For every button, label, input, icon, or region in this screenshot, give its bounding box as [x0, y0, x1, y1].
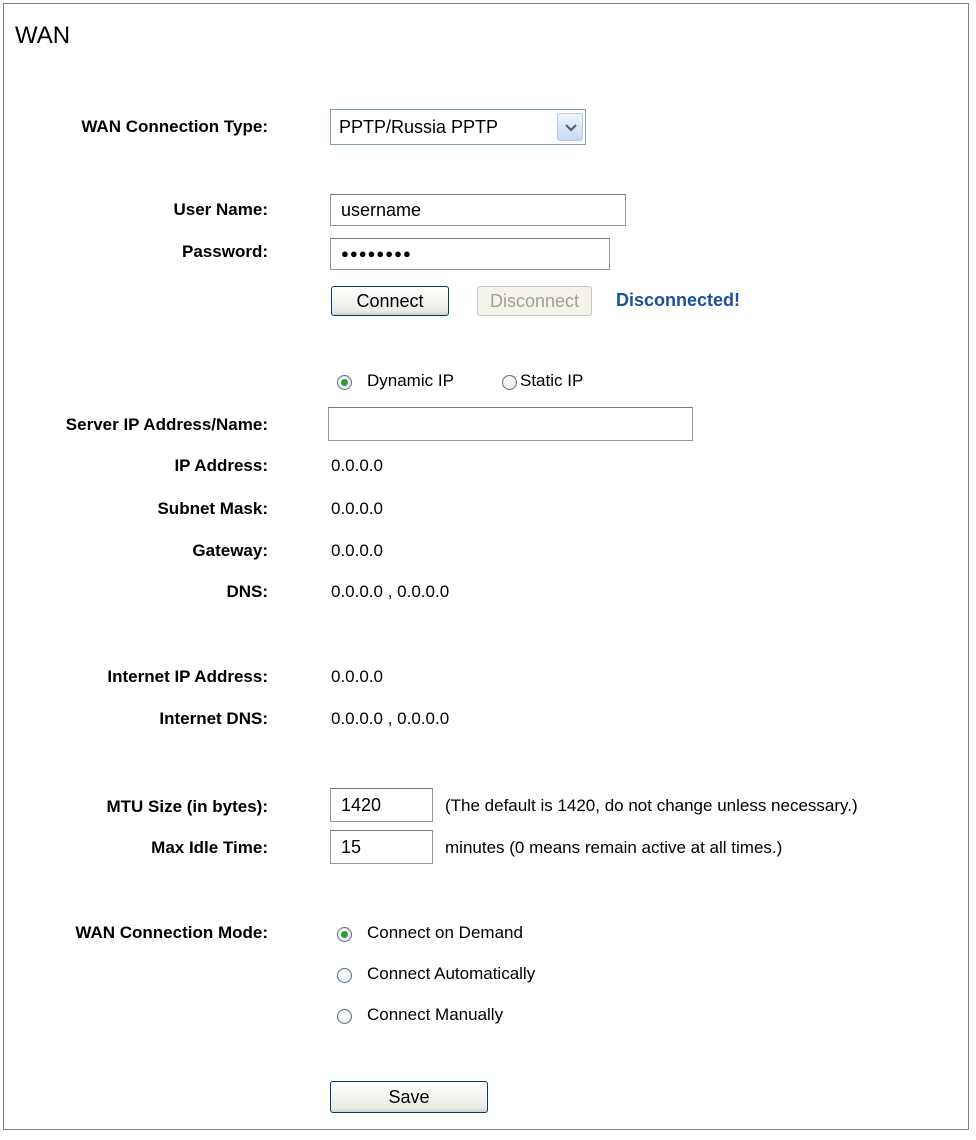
- gateway-value: 0.0.0.0: [331, 541, 383, 560]
- dns-value: 0.0.0.0 , 0.0.0.0: [331, 582, 450, 601]
- subnet-mask-value: 0.0.0.0: [331, 499, 383, 518]
- ip-address-value: 0.0.0.0: [331, 456, 383, 475]
- dropdown-arrow-button[interactable]: [557, 113, 583, 141]
- mtu-size-note: (The default is 1420, do not change unless necessary.): [445, 796, 858, 815]
- chevron-down-icon: [565, 124, 577, 132]
- connect-manually-label: Connect Manually: [367, 1005, 504, 1024]
- gateway-label: Gateway:: [192, 541, 268, 560]
- connect-automatically-radio[interactable]: [337, 968, 352, 983]
- wan-settings-panel: [3, 3, 969, 1130]
- max-idle-time-label: Max Idle Time:: [151, 838, 268, 857]
- save-button[interactable]: Save: [330, 1081, 488, 1113]
- connect-on-demand-radio[interactable]: [337, 927, 352, 942]
- connect-manually-radio[interactable]: [337, 1009, 352, 1024]
- mtu-size-label: MTU Size (in bytes):: [106, 797, 268, 816]
- disconnect-button[interactable]: Disconnect: [477, 286, 592, 316]
- static-ip-radio[interactable]: [502, 375, 517, 390]
- connect-automatically-label: Connect Automatically: [367, 964, 536, 983]
- username-input[interactable]: [330, 194, 626, 226]
- internet-dns-label: Internet DNS:: [159, 709, 268, 728]
- connect-on-demand-label: Connect on Demand: [367, 923, 523, 942]
- username-label: User Name:: [173, 200, 268, 219]
- server-address-input[interactable]: [328, 407, 693, 441]
- connection-mode-label: WAN Connection Mode:: [75, 923, 268, 942]
- connection-status-text: Disconnected!: [616, 290, 741, 310]
- internet-ip-value: 0.0.0.0: [331, 667, 383, 686]
- password-input[interactable]: ●●●●●●●●: [330, 238, 610, 270]
- connect-button[interactable]: Connect: [331, 286, 449, 316]
- static-ip-label: Static IP: [520, 371, 584, 390]
- internet-ip-label: Internet IP Address:: [107, 667, 268, 686]
- server-address-label: Server IP Address/Name:: [65, 415, 268, 434]
- dns-label: DNS:: [226, 582, 268, 601]
- connection-type-label: WAN Connection Type:: [81, 117, 268, 136]
- dynamic-ip-radio[interactable]: [337, 375, 352, 390]
- mtu-size-input[interactable]: [330, 788, 433, 822]
- connection-type-selected-value: PPTP/Russia PPTP: [339, 117, 499, 137]
- max-idle-time-input[interactable]: [330, 830, 433, 864]
- page-title: WAN: [15, 22, 71, 49]
- internet-dns-value: 0.0.0.0 , 0.0.0.0: [331, 709, 450, 728]
- connection-type-select[interactable]: [330, 109, 586, 145]
- subnet-mask-label: Subnet Mask:: [157, 499, 268, 518]
- password-label: Password:: [182, 242, 268, 261]
- ip-address-label: IP Address:: [174, 456, 268, 475]
- dynamic-ip-label: Dynamic IP: [367, 371, 454, 390]
- max-idle-time-note: minutes (0 means remain active at all times.): [445, 838, 783, 857]
